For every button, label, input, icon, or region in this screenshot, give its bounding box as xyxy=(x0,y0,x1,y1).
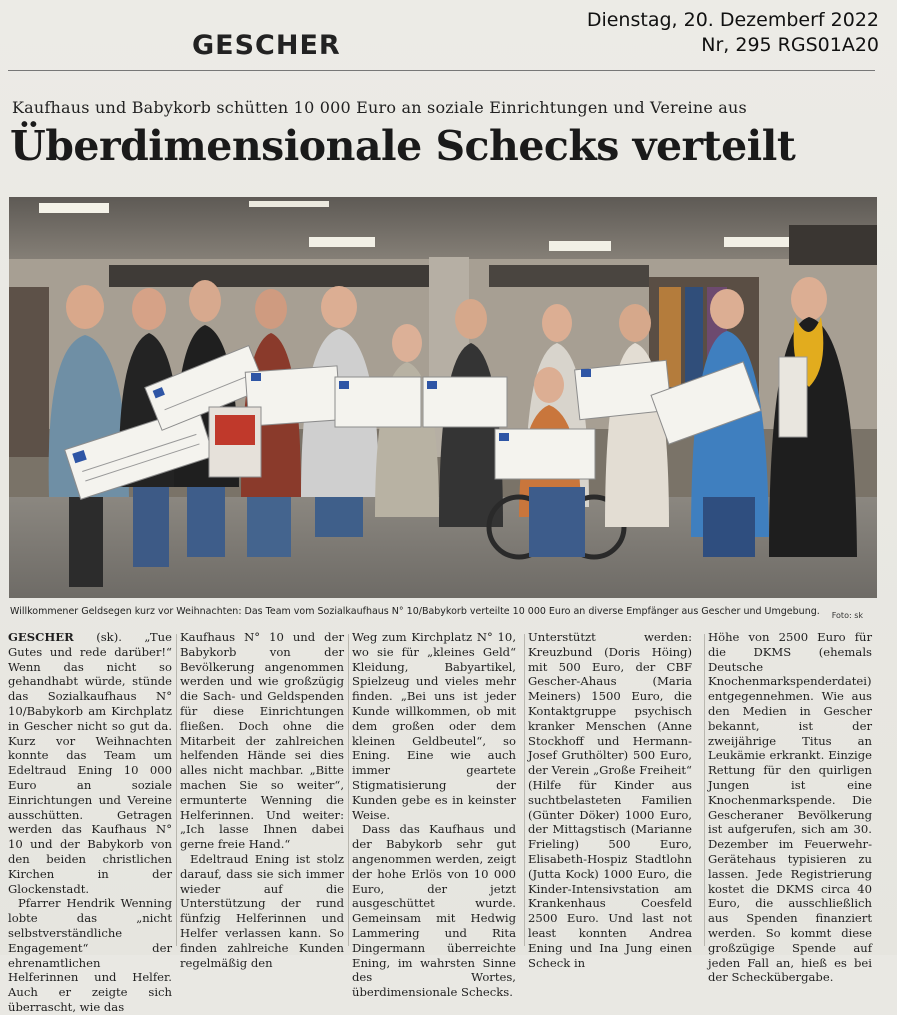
header-rule xyxy=(8,70,875,71)
paragraph: Höhe von 2500 Euro für die DKMS (ehemals Deutsche Knochenmarkspenderdatei) entgegennehmen. Wie aus den Medien in Gescher bekannt, ist der zweijährige Titus an Leukämie erkrankt. Einzige Rettung für den quirligen Jungen ist eine Knochenmarkspende. Die Gescheraner Bevölkerung ist aufgerufen, sich am 30. Dezember im Feuerwehr-Gerätehaus typisieren zu lassen. Jede Registrierung kostet die DKMS circa 40 Euro, die ausschließlich aus Spenden finanziert werden. So kommt diese großzügige Spende auf jeden Fall an, hieß es bei der Scheckübergabe. xyxy=(708,630,872,985)
date-stamp xyxy=(0,8,897,58)
paragraph: Unterstützt werden: Kreuzbund (Doris Höing) mit 500 Euro, der CBF Gescher-Ahaus (Maria Meiners) 1500 Euro, die Kontaktgruppe psychisch kranker Menschen (Anne Stockhoff und Hermann-Josef Gruthölter) 500 Euro, der Verein „Große Freiheit“ (Hilfe für Kinder aus suchtbelasteten Familien (Günter Döker) 1000 Euro, der Mittagstisch (Marianne Frieling) 500 Euro, Elisabeth-Hospiz Stadtlohn (Jutta Kock) 1000 Euro, die Kinder-Intensivstation am Krankenhaus Coesfeld 2500 Euro. Und last not least konnten Andrea Ening und Ina Jung einen Scheck in xyxy=(528,630,692,970)
body-column-5 xyxy=(708,630,872,985)
paragraph: Weg zum Kirchplatz N° 10, wo sie für „kleines Geld“ Kleidung, Babyartikel, Spielzeug und vieles mehr finden. „Bei uns ist jeder Kunde willkommen, ob mit dem großen oder dem kleinen Geldbeutel“, so Ening. Eine wie auch immer geartete Stigmatisierung der Kunden gebe es in keinster Weise. xyxy=(352,630,516,822)
body-column-4 xyxy=(528,630,692,970)
article-body xyxy=(8,630,880,1014)
paragraph: Dass das Kaufhaus und der Babykorb sehr gut angenommen werden, zeigt der hohe Erlös von 10 000 Euro, der jetzt ausgeschüttet wurde. Gemeinsam mit Hedwig Lammering und Rita Dingermann überreichte Ening, im wahrsten Sinne des Wortes, überdimensionale Schecks. xyxy=(352,822,516,1000)
body-column-3 xyxy=(352,630,516,1000)
body-column-2 xyxy=(180,630,344,970)
dateline: GESCHER xyxy=(8,630,74,644)
date-line: Dienstag, 20. Dezemberf 2022 xyxy=(586,9,879,31)
paragraph: Edeltraud Ening ist stolz darauf, dass sie sich immer wieder auf die Unterstützung der rund fünfzig Helferinnen und Helfer verlassen kann. So finden zahlreiche Kunden regelmäßig den xyxy=(180,851,344,970)
column-divider xyxy=(524,634,525,946)
article-headline: Überdimensionale Schecks verteilt xyxy=(10,122,796,170)
paragraph: Kaufhaus N° 10 und der Babykorb von der Bevölkerung angenommen werden und wie großzügig die Sach- und Geldspenden für diese Einrichtungen fließen. Doch ohne die Mitarbeit der zahlreichen helfenden Hände sei dies alles nicht machbar. „Bitte machen Sie so weiter“, ermunterte Wenning die Helferinnen. Und weiter: „Ich lasse Ihnen dabei gerne freie Hand.“ xyxy=(180,630,344,852)
issue-line: Nr, 295 RGS01A20 xyxy=(701,34,879,56)
paragraph: Pfarrer Hendrik Wenning lobte das „nicht selbstverständliche Engagement“ der ehrenamtlichen Helferinnen und Helfer. Auch er zeigte sich überrascht, wie das xyxy=(8,896,172,1014)
section-title: GESCHER xyxy=(192,30,341,61)
article-photo xyxy=(9,197,877,598)
column-divider xyxy=(176,634,177,946)
article-kicker: Kaufhaus und Babykorb schütten 10 000 Euro an soziale Einrichtungen und Vereine aus xyxy=(12,98,747,117)
column-divider xyxy=(348,634,349,946)
photo-credit: Foto: sk xyxy=(831,611,863,620)
paragraph: (sk). „Tue Gutes und rede darüber!“ Wenn das nicht so gehandhabt würde, stünde das Sozialkaufhaus N° 10/Babykorb am Kirchplatz in Gescher nicht so gut da. Kurz vor Weihnachten konnte das Team um Edeltraud Ening 10 000 Euro an soziale Einrichtungen und Vereine ausschütten. Getragen werden das Kaufhaus N° 10 und der Babykorb von den beiden christlichen Kirchen in der Glockenstadt. xyxy=(8,630,172,896)
photo-caption: Willkommener Geldsegen kurz vor Weihnachten: Das Team vom Sozialkaufhaus N° 10/Babykorb verteilte 10 000 Euro an diverse Empfänger aus Gescher und Umgebung. xyxy=(10,606,820,617)
body-column-1 xyxy=(8,630,172,1014)
column-divider xyxy=(704,634,705,946)
